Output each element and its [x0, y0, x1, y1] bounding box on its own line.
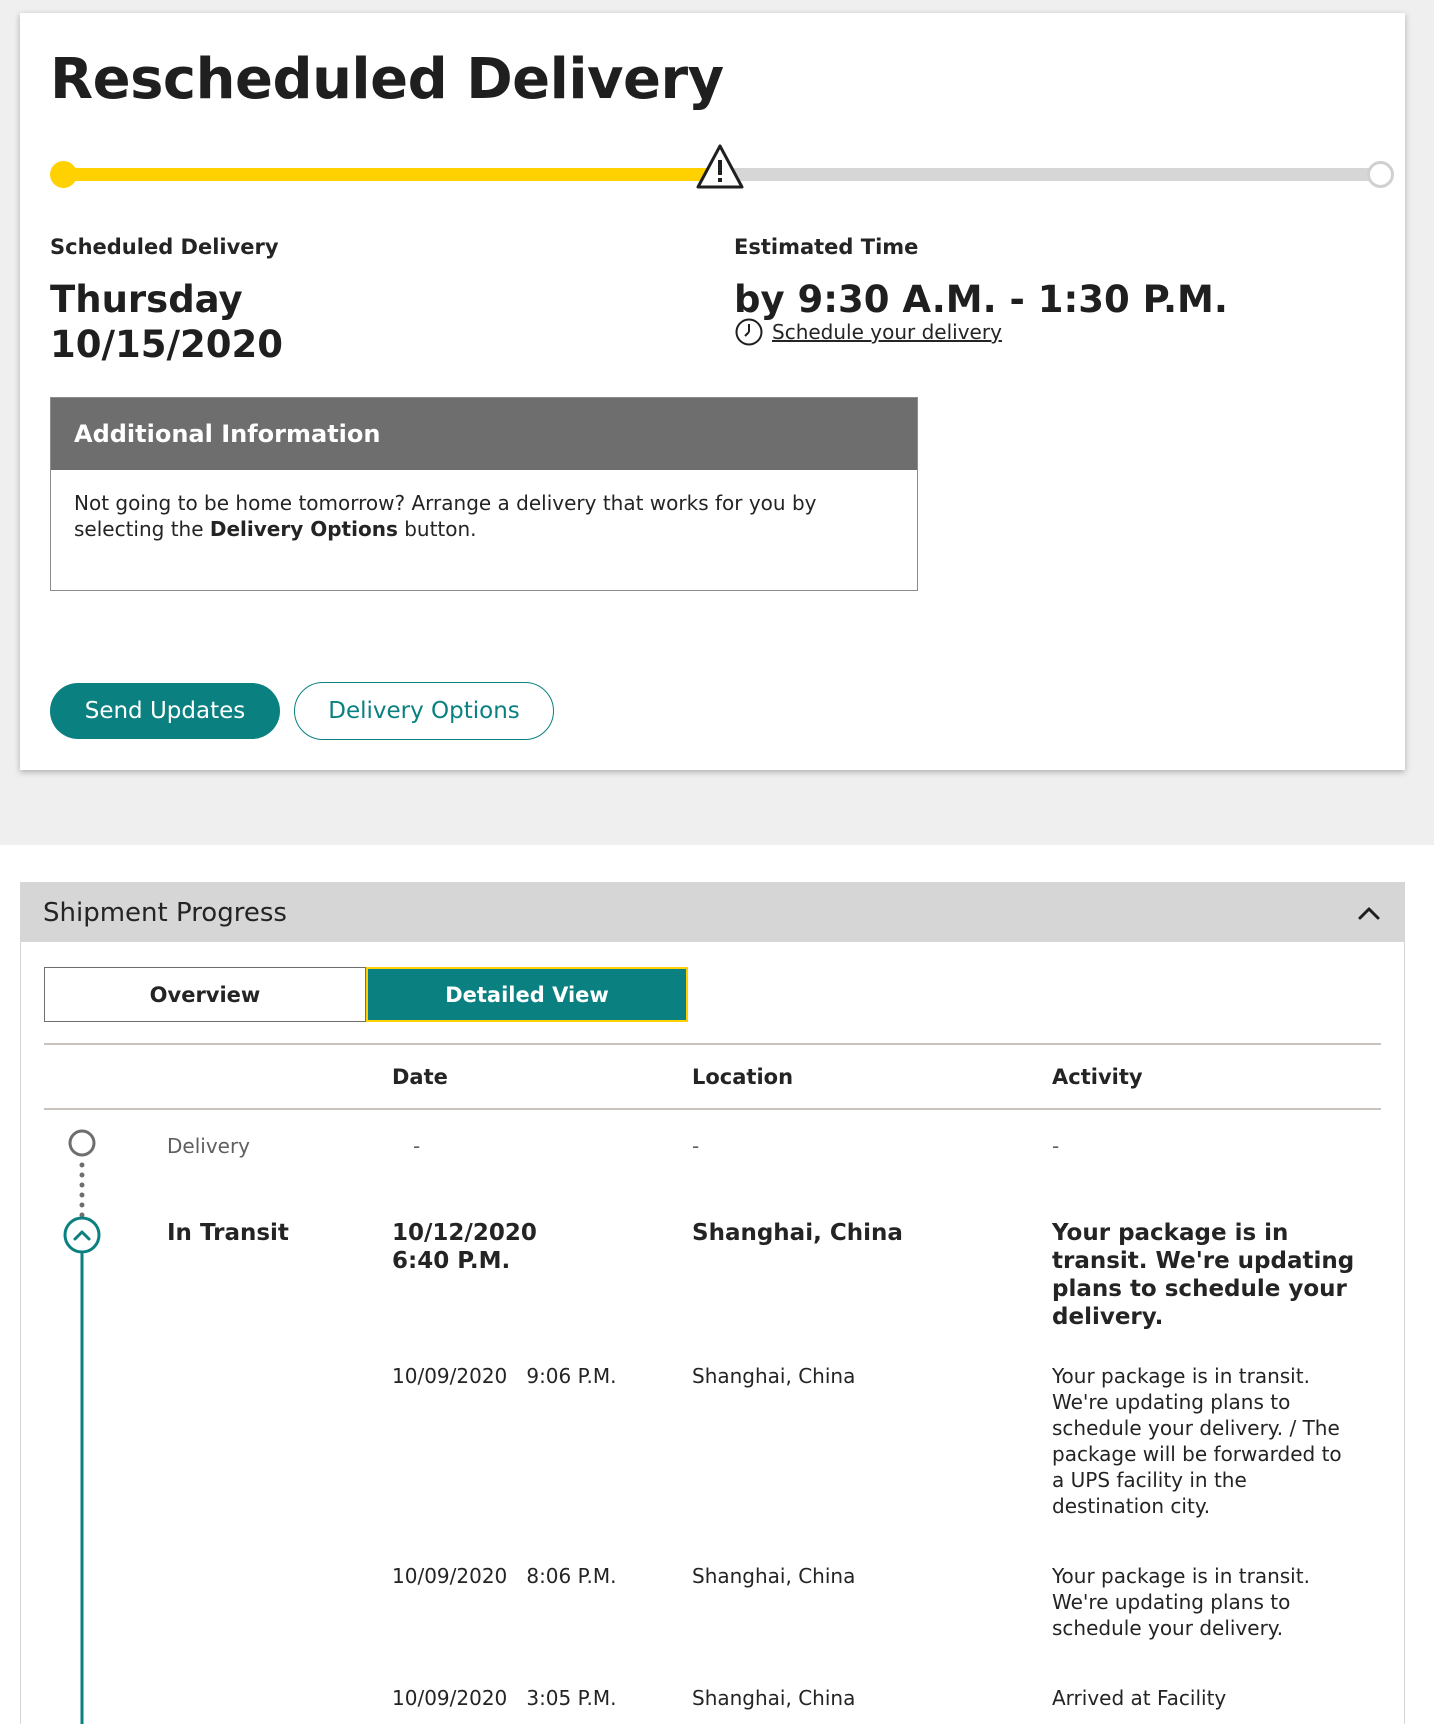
schedule-delivery-link[interactable]	[734, 317, 1002, 347]
shipment-progress-header[interactable]	[21, 883, 1404, 942]
tab-overview[interactable]: Overview	[44, 967, 366, 1022]
table-row-location: Shanghai, China	[692, 1564, 856, 1588]
column-header-location: Location	[692, 1065, 794, 1089]
schedule-delivery-link-text[interactable]: Schedule your delivery	[772, 320, 1002, 344]
delivery-options-button[interactable]: Delivery Options	[294, 682, 554, 740]
info-text-bold: Delivery Options	[209, 517, 398, 541]
table-row-date: 10/09/2020 8:06 P.M.	[392, 1564, 617, 1588]
send-updates-button[interactable]: Send Updates	[50, 683, 280, 739]
progress-start-dot	[50, 161, 77, 188]
progress-fill	[60, 168, 720, 181]
info-text-start: Not going to be home tomorrow? Arrange a delivery that works for you by selecting the	[74, 491, 817, 541]
status-delivery: Delivery	[167, 1134, 251, 1158]
table-row-location: -	[692, 1134, 700, 1158]
estimated-time-value: by 9:30 A.M. - 1:30 P.M.	[734, 278, 1228, 321]
table-row-activity: Your package is in transit. We're updating plans to schedule your delivery.	[1052, 1564, 1310, 1640]
scheduled-date: 10/15/2020	[50, 323, 283, 366]
table-row-date: 10/12/2020	[392, 1220, 537, 1246]
table-row-activity: Arrived at Facility	[1052, 1686, 1227, 1710]
scheduled-day: Thursday	[50, 278, 243, 321]
clock-icon	[734, 317, 764, 347]
table-row-date: -	[413, 1134, 421, 1158]
timeline-track	[61, 1123, 121, 1724]
additional-information-text	[51, 470, 917, 562]
column-header-activity: Activity	[1052, 1065, 1143, 1089]
page-title: Rescheduled Delivery	[50, 47, 724, 112]
table-row-activity: Your package is in transit. We're updating plans to schedule your delivery. / The package will be forwarded to a UPS facility in the destination city.	[1052, 1364, 1342, 1518]
additional-information-panel	[50, 397, 918, 591]
delivery-step-circle	[70, 1131, 94, 1155]
tab-detailed-view[interactable]: Detailed View	[366, 967, 688, 1022]
table-row-location: Shanghai, China	[692, 1686, 856, 1710]
info-text-end: button.	[397, 517, 477, 541]
table-row-location: Shanghai, China	[692, 1364, 856, 1388]
table-row-location: Shanghai, China	[692, 1220, 903, 1246]
table-row-activity: Your package is in transit. We're updating plans to schedule your delivery.	[1052, 1220, 1355, 1330]
chevron-up-icon[interactable]	[1356, 900, 1382, 926]
table-row-activity: -	[1052, 1134, 1060, 1158]
table-row-date: 10/09/2020 9:06 P.M.	[392, 1364, 617, 1388]
warning-icon	[696, 143, 744, 191]
table-top-divider	[44, 1043, 1381, 1045]
shipment-progress-panel	[20, 882, 1405, 1724]
shipment-progress-title: Shipment Progress	[43, 897, 287, 928]
timeline-dotted-connector	[80, 1163, 85, 1218]
view-tabs	[44, 967, 688, 1022]
delivery-progress-bar	[50, 143, 1400, 203]
status-in-transit: In Transit	[167, 1220, 289, 1246]
additional-information-heading: Additional Information	[51, 398, 917, 470]
estimated-time-label: Estimated Time	[734, 235, 919, 259]
in-transit-step-circle	[65, 1218, 99, 1252]
column-header-date: Date	[392, 1065, 448, 1089]
delivery-status-card	[20, 13, 1405, 770]
scheduled-delivery-label: Scheduled Delivery	[50, 235, 279, 259]
table-header-divider	[44, 1108, 1381, 1110]
table-row-time: 6:40 P.M.	[392, 1248, 511, 1274]
progress-end-dot	[1367, 161, 1394, 188]
table-row-date: 10/09/2020 3:05 P.M.	[392, 1686, 617, 1710]
